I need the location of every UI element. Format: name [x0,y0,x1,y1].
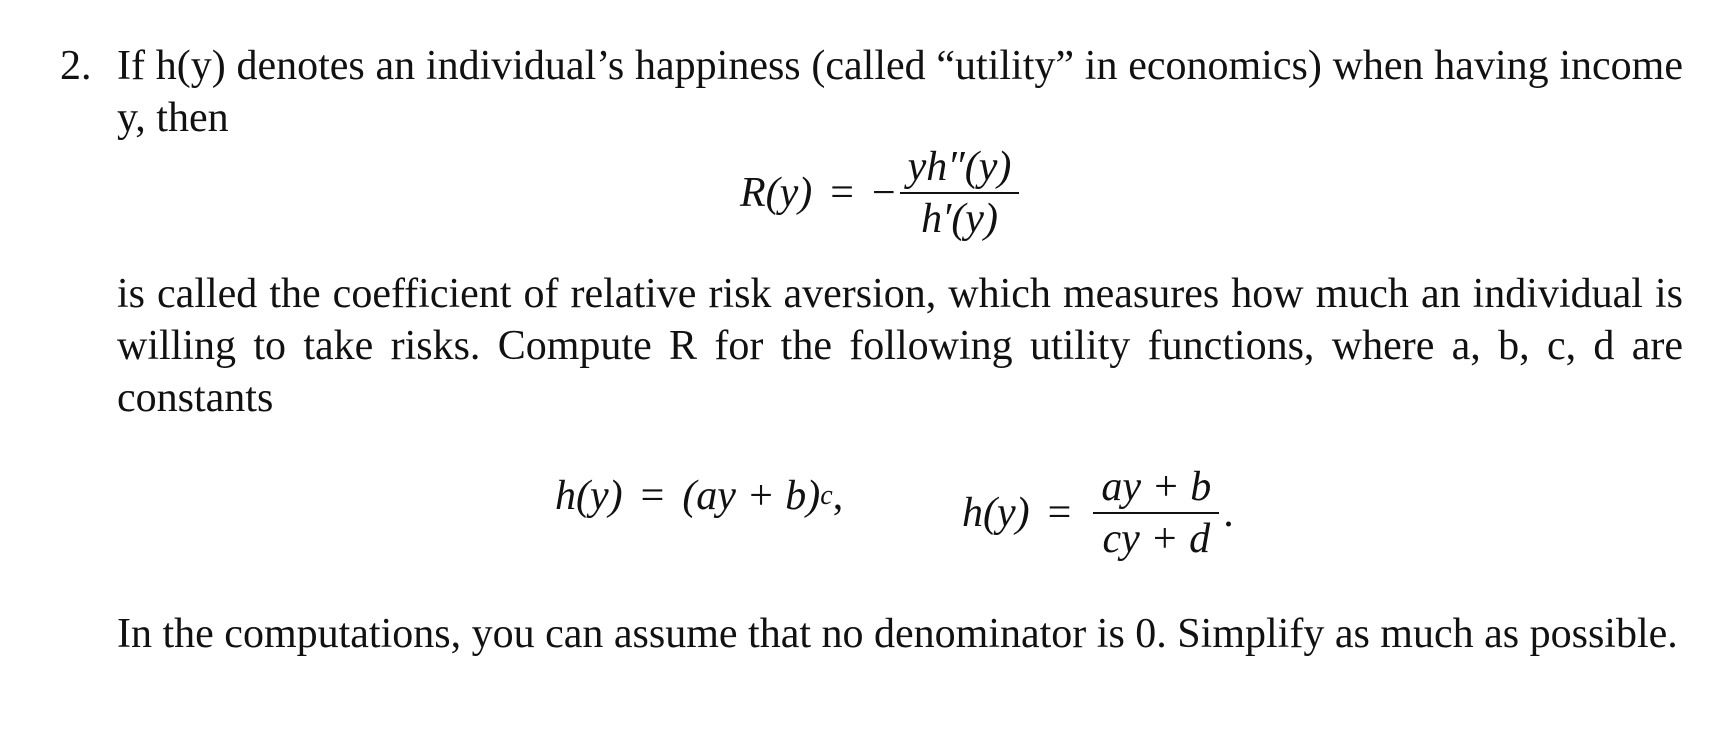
fraction-numerator: ay + b [1101,464,1212,510]
formula-trail: . [1223,490,1234,536]
intro-text: If h(y) denotes an individual’s happiness (called “utility” in economics) when having income y, then [117,43,1683,141]
formula-trail: , [832,473,844,519]
minus-sign: − [871,170,896,216]
problem-number: 2. [60,43,92,89]
fraction-denominator: cy + d [1102,516,1211,562]
formula-base: (ay + b) [682,473,821,519]
closing-text: In the computations, you can assume that no denominator is 0. Simplify as much as possible. [117,611,1678,657]
formula-relative-risk-aversion [740,142,1023,244]
middle-text: is called the coefficient of relative risk aversion, which measures how much an individual is willing to take risks. Compute R for the following utility functions, where a, b, c, d are constants [117,271,1683,421]
fraction [900,142,1020,244]
formula-h-rational [962,462,1234,564]
equals-sign: = [640,473,665,519]
formula-lhs: R(y) [740,170,813,216]
formula-lhs: h(y) [555,473,623,519]
fraction-numerator: yh″(y) [907,144,1012,190]
fraction-denominator: h′(y) [921,196,998,242]
formula-h-power: h(y) = (ay + b) c , [555,470,843,522]
formula-lhs: h(y) [962,490,1030,536]
closing-paragraph [117,608,1683,660]
equals-sign: = [830,170,854,216]
fraction [1093,462,1219,564]
middle-paragraph [117,268,1683,424]
equals-sign: = [1047,490,1072,536]
intro-paragraph [117,40,1683,144]
